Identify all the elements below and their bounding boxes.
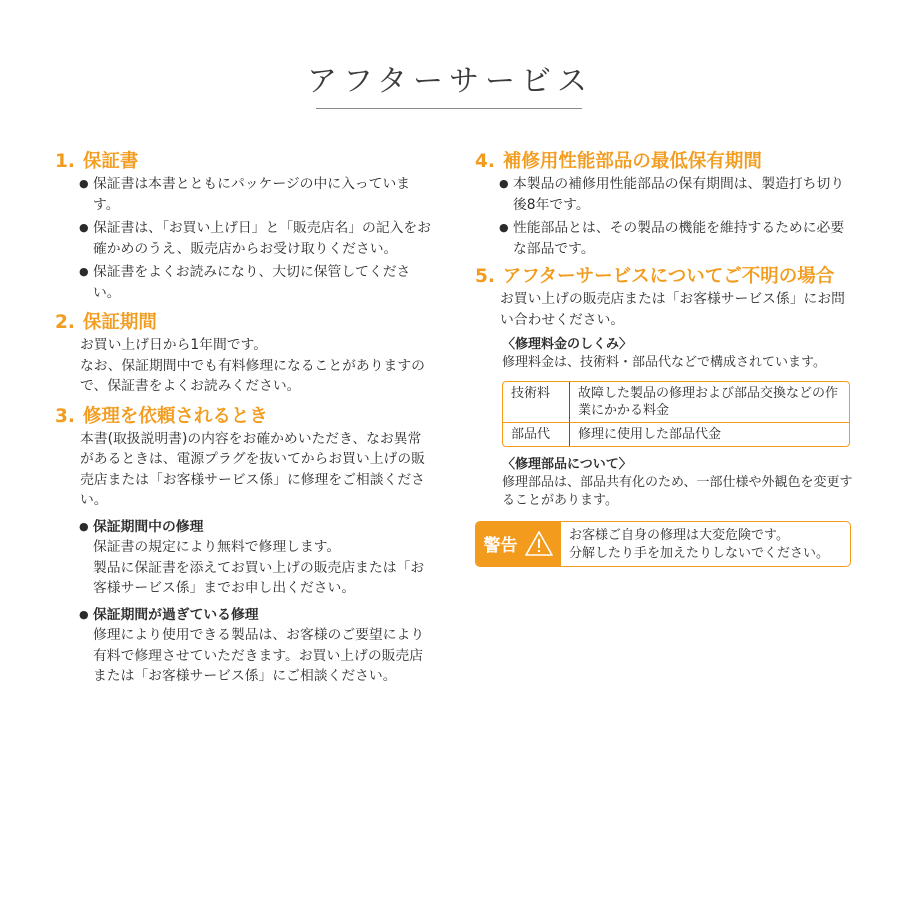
- warning-triangle-icon: [524, 530, 554, 557]
- list-item: ● 保証書は本書とともにパッケージの中に入っています。: [80, 174, 435, 215]
- section-warranty-card: [55, 150, 435, 303]
- section-repair-request: [55, 405, 435, 687]
- section-heading: [475, 265, 853, 289]
- page-title: アフターサービス: [307, 64, 593, 99]
- section-number: 4.: [475, 151, 495, 172]
- section-title: 保証書: [82, 151, 139, 172]
- section-heading: [55, 311, 435, 335]
- warning-box: [475, 521, 851, 567]
- section-service-inquiry: [475, 265, 853, 567]
- warning-label: [476, 522, 561, 566]
- warning-line: 分解したり手を加えたりしないでください。: [569, 545, 830, 561]
- warning-label-text: 警告: [483, 536, 518, 556]
- list-item: ● 保証書は、「お買い上げ日」と「販売店名」の記入をお確かめのうえ、販売店からお受け取りください。: [80, 218, 435, 259]
- paragraph: 本書(取扱説明書)の内容をお確かめいただき、なお異常があるときは、電源プラグを抜いてからお買い上げの販売店または「お客様サービス係」に修理をご相談ください。: [80, 430, 425, 508]
- section-title: アフターサービスについてご不明の場合: [502, 266, 835, 287]
- table-row: [503, 423, 849, 446]
- table-cell-key: 部品代: [503, 423, 570, 446]
- section-heading: [55, 150, 435, 174]
- left-column: [55, 150, 435, 687]
- right-column: [475, 150, 853, 567]
- paragraph: お買い上げの販売店または「お客様サービス係」にお問い合わせください。: [500, 291, 845, 328]
- list-item: ● 保証書をよくお読みになり、大切に保管してください。: [80, 262, 435, 303]
- in-warranty-repair: [55, 517, 435, 599]
- table-cell-value: 修理に使用した部品代金: [578, 426, 722, 442]
- list-item: ● 本製品の補修用性能部品の保有期間は、製造打ち切り後8年です。: [500, 174, 853, 215]
- section-number: 1.: [55, 151, 75, 172]
- section-title: 保証期間: [82, 312, 157, 333]
- paragraph: なお、保証期間中でも有料修理になることがありますので、保証書をよくお読みください。: [80, 357, 425, 394]
- parts-heading: 〈修理部品について〉: [502, 456, 632, 472]
- section-title: 修理を依頼されるとき: [82, 405, 268, 427]
- fee-table: [502, 381, 850, 447]
- title-divider: [316, 108, 582, 109]
- warning-line: お客様ご自身の修理は大変危険です。: [569, 527, 789, 543]
- table-cell-key: 技術料: [503, 382, 570, 423]
- parts-text: 修理部品は、部品共有化のため、一部仕様や外観色を変更することがあります。: [502, 474, 853, 508]
- fee-heading: 〈修理料金のしくみ〉: [502, 337, 633, 352]
- subsection-title: ● 保証期間が過ぎている修理: [80, 605, 435, 626]
- bullet-list: [475, 174, 853, 259]
- section-title: 補修用性能部品の最低保有期間: [502, 151, 762, 172]
- warning-text: [561, 522, 837, 566]
- section-heading: [55, 405, 435, 429]
- section-warranty-period: [55, 311, 435, 397]
- bullet-list: [55, 174, 435, 303]
- paragraph: 製品に保証書を添えてお買い上げの販売店または「お客様サービス係」までお申し出ください。: [93, 559, 425, 596]
- table-cell-value: 故障した製品の修理および部品交換などの作業にかかる料金: [570, 382, 849, 423]
- paragraph: 保証書の規定により無料で修理します。: [93, 539, 341, 555]
- paragraph: お買い上げ日から1年間です。: [80, 337, 268, 353]
- list-item: ● 性能部品とは、その製品の機能を維持するために必要な部品です。: [500, 218, 853, 259]
- table-row: [503, 382, 849, 423]
- subsection-title: ● 保証期間中の修理: [80, 517, 435, 538]
- paragraph: 修理により使用できる製品は、お客様のご要望により有料で修理させていただきます。お買い上げの販売店または「お客様サービス係」にご相談ください。: [93, 627, 425, 684]
- section-number: 3.: [55, 405, 75, 427]
- fee-text: 修理料金は、技術料・部品代などで構成されています。: [502, 355, 826, 370]
- out-of-warranty-repair: [55, 605, 435, 687]
- section-number: 5.: [475, 266, 495, 287]
- section-parts-retention: [475, 150, 853, 259]
- section-number: 2.: [55, 312, 75, 333]
- section-heading: [475, 150, 853, 174]
